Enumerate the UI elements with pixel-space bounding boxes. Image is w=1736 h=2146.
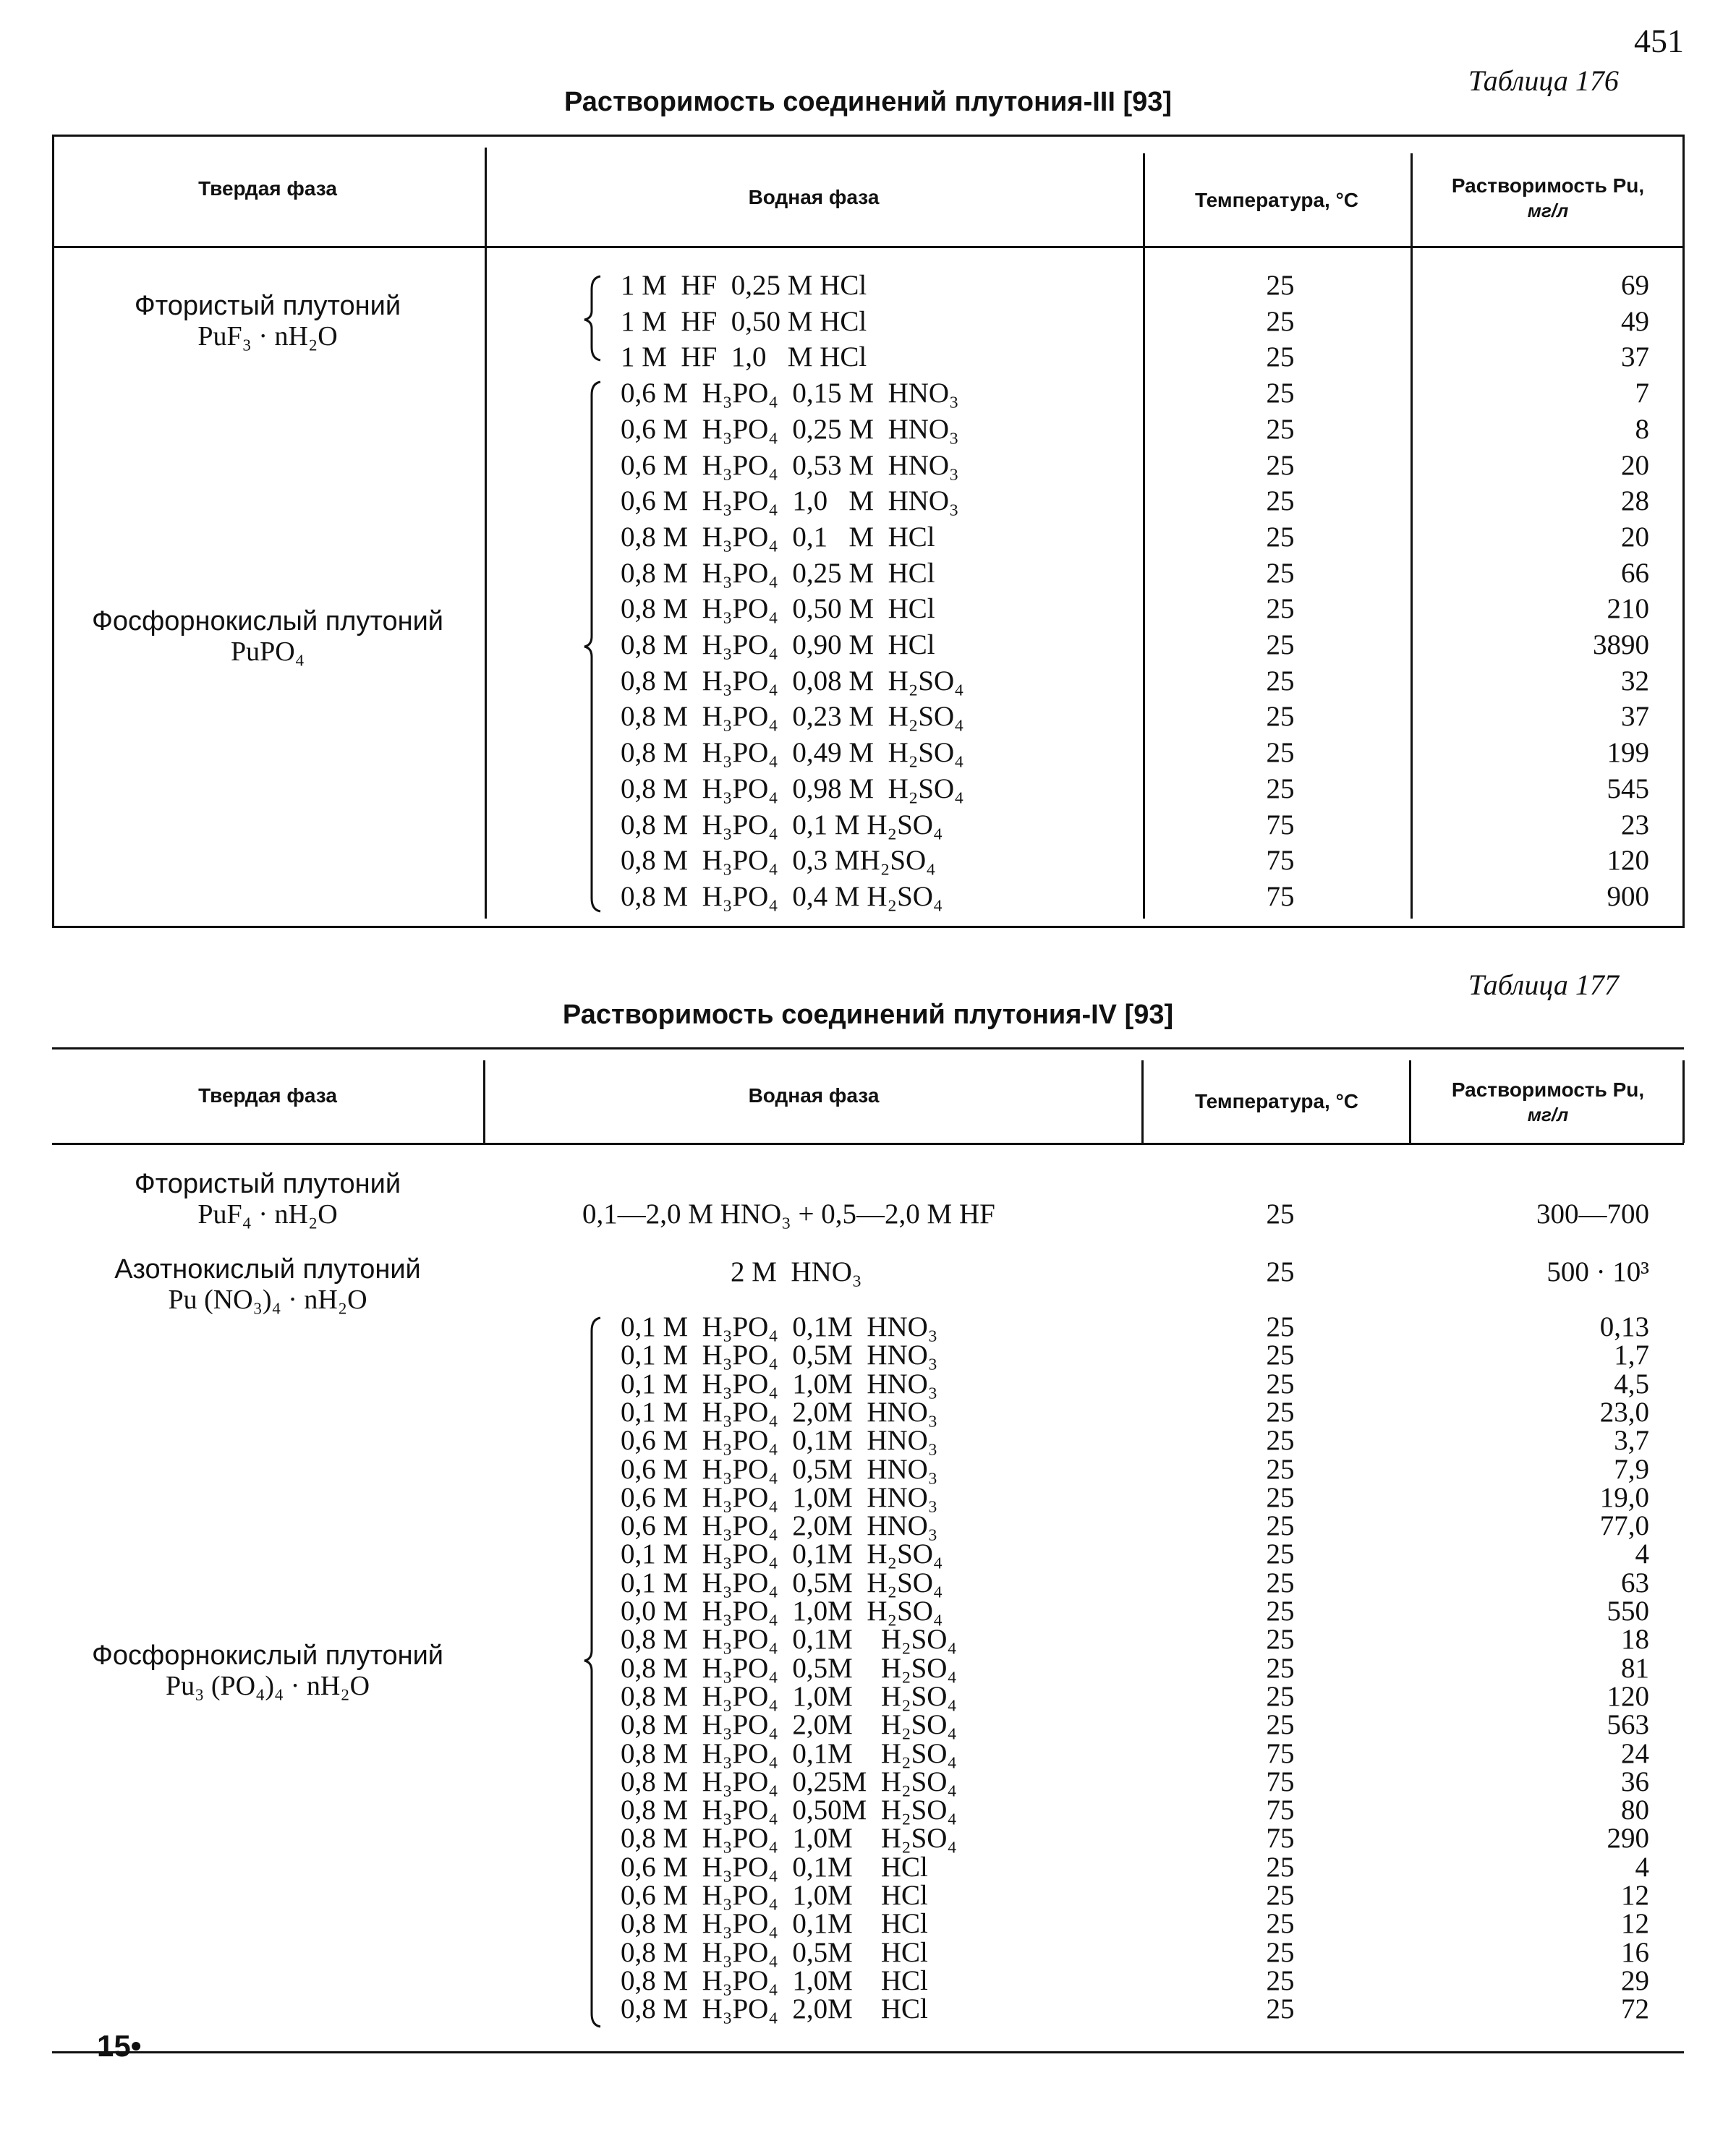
solubility-cell: 36 — [1621, 1766, 1649, 1797]
column-divider — [1410, 153, 1413, 919]
header-bottom-rule — [52, 1143, 1684, 1145]
solid-phase-formula: Pu₃ (PO₄)₄ · nH₂O — [165, 1671, 370, 1701]
header-solubility-label: Растворимость Pu, — [1451, 1078, 1645, 1101]
solubility-cell: 545 — [1607, 772, 1649, 804]
temperature-cell: 25 — [1266, 1510, 1295, 1542]
aqueous-phase-cell: 0,1 M H₃PO₄ 0,5M H₂SO₄ — [621, 1567, 943, 1598]
table-177-title: Растворимость соединений плутония-IV [93] — [562, 1000, 1174, 1030]
temperature-cell: 25 — [1266, 305, 1295, 337]
temperature-cell: 25 — [1266, 1396, 1295, 1428]
footer-signature-mark: 15• — [97, 2029, 142, 2063]
temperature-cell: 25 — [1266, 1340, 1295, 1371]
solid-phase-group — [58, 606, 477, 667]
column-divider — [1409, 1060, 1411, 1143]
solubility-cell: 199 — [1607, 737, 1649, 769]
temperature-cell: 25 — [1266, 1453, 1295, 1485]
aqueous-phase-cell: 0,8 M H₃PO₄ 0,5M HCl — [621, 1936, 928, 1968]
solubility-cell: 66 — [1621, 557, 1649, 589]
temperature-cell: 25 — [1266, 1680, 1295, 1712]
aqueous-phase-cell: 0,6 M H₃PO₄ 1,0M HNO₃ — [621, 1481, 938, 1513]
solubility-cell: 500 · 10³ — [1546, 1256, 1649, 1287]
temperature-cell: 25 — [1266, 1425, 1295, 1457]
temperature-cell: 25 — [1266, 1908, 1295, 1940]
solubility-cell: 550 — [1607, 1596, 1649, 1627]
aqueous-phase-cell: 0,1 M H₃PO₄ 0,1M HNO₃ — [621, 1311, 938, 1342]
solubility-cell: 16 — [1621, 1936, 1649, 1968]
header-bottom-rule — [52, 246, 1684, 248]
aqueous-phase-cell: 0,8 M H₃PO₄ 1,0M HCl — [621, 1964, 928, 1996]
solid-phase-group — [58, 1254, 477, 1315]
solubility-cell: 7,9 — [1614, 1453, 1649, 1485]
solid-phase-name: Фтористый плутоний — [134, 291, 401, 321]
solid-phase-formula: PuF₄ · nH₂O — [197, 1199, 338, 1230]
temperature-cell: 25 — [1266, 772, 1295, 804]
aqueous-phase-cell: 0,8 M H₃PO₄ 2,0M H₂SO₄ — [621, 1709, 958, 1741]
aqueous-phase-cell: 0,8 M H₃PO₄ 0,49 M H₂SO₄ — [621, 737, 964, 769]
aqueous-phase-cell: 0,6 M H₃PO₄ 0,53 M HNO₃ — [621, 449, 959, 481]
temperature-cell: 25 — [1266, 1936, 1295, 1968]
header-aqueous-phase: Водная фаза — [748, 186, 880, 208]
temperature-cell: 25 — [1266, 1964, 1295, 1996]
solubility-cell: 49 — [1621, 305, 1649, 337]
aqueous-phase-cell: 0,0 M H₃PO₄ 1,0M H₂SO₄ — [621, 1596, 943, 1627]
aqueous-phase-cell: 0,6 M H₃PO₄ 0,5M HNO₃ — [621, 1453, 938, 1485]
solubility-cell: 28 — [1621, 485, 1649, 517]
temperature-cell: 25 — [1266, 701, 1295, 733]
aqueous-phase-cell: 0,8 M H₃PO₄ 0,1 M HCl — [621, 521, 935, 553]
solubility-cell: 0,13 — [1599, 1311, 1649, 1342]
temperature-cell: 25 — [1266, 629, 1295, 660]
temperature-cell: 25 — [1266, 1652, 1295, 1684]
temperature-cell: 25 — [1266, 1596, 1295, 1627]
temperature-cell: 75 — [1266, 880, 1295, 912]
temperature-cell: 25 — [1266, 1368, 1295, 1400]
temperature-cell: 25 — [1266, 449, 1295, 481]
solubility-cell: 19,0 — [1599, 1481, 1649, 1513]
solubility-cell: 290 — [1607, 1823, 1649, 1855]
table-left-border — [52, 135, 54, 928]
aqueous-phase-cell: 0,8 M H₃PO₄ 0,23 M H₂SO₄ — [621, 701, 964, 733]
solubility-cell: 63 — [1621, 1567, 1649, 1598]
solubility-cell: 12 — [1621, 1908, 1649, 1940]
temperature-cell: 75 — [1266, 845, 1295, 877]
temperature-cell: 25 — [1266, 665, 1295, 697]
solubility-cell: 23,0 — [1599, 1396, 1649, 1428]
table-bottom-rule — [52, 2051, 1684, 2053]
solubility-cell: 4,5 — [1614, 1368, 1649, 1400]
header-solid-phase: Твердая фаза — [198, 177, 337, 200]
solubility-cell: 72 — [1621, 1993, 1649, 2025]
solid-phase-formula: PuPO₄ — [231, 636, 305, 667]
temperature-cell: 75 — [1266, 809, 1295, 840]
aqueous-phase-cell: 0,8 M H₃PO₄ 0,90 M HCl — [621, 629, 935, 660]
solid-phase-name: Фосфорнокислый плутоний — [91, 1640, 444, 1671]
header-solubility — [1418, 174, 1678, 223]
solubility-cell: 3,7 — [1614, 1425, 1649, 1457]
solubility-cell: 18 — [1621, 1624, 1649, 1656]
solubility-cell: 300—700 — [1536, 1198, 1649, 1230]
temperature-cell: 75 — [1266, 1766, 1295, 1797]
temperature-cell: 25 — [1266, 1880, 1295, 1911]
aqueous-phase-cell: 0,8 M H₃PO₄ 0,1 M H₂SO₄ — [621, 809, 943, 840]
aqueous-phase-cell: 1 M HF 1,0 M HCl — [621, 341, 867, 373]
solubility-cell: 900 — [1607, 880, 1649, 912]
bracket-group — [579, 268, 608, 919]
aqueous-phase-cell: 0,8 M H₃PO₄ 0,1M HCl — [621, 1908, 928, 1940]
page-number: 451 — [1634, 22, 1684, 59]
solid-phase-name: Фосфорнокислый плутоний — [91, 606, 444, 636]
column-divider — [1143, 153, 1145, 919]
solubility-cell: 20 — [1621, 521, 1649, 553]
aqueous-phase-cell: 0,6 M H₃PO₄ 0,1M HNO₃ — [621, 1425, 938, 1457]
temperature-cell: 25 — [1266, 1311, 1295, 1342]
aqueous-phase-cell: 0,8 M H₃PO₄ 0,4 M H₂SO₄ — [621, 880, 943, 912]
aqueous-phase-cell: 0,6 M H₃PO₄ 2,0M HNO₃ — [621, 1510, 938, 1542]
solid-phase-formula: PuF₃ · nH₂O — [197, 321, 338, 352]
aqueous-phase-cell: 0,6 M H₃PO₄ 0,1M HCl — [621, 1851, 928, 1883]
solubility-cell: 120 — [1607, 1680, 1649, 1712]
temperature-cell: 25 — [1266, 378, 1295, 409]
solubility-cell: 7 — [1635, 378, 1649, 409]
table-177-label: Таблица 177 — [1468, 968, 1619, 1001]
aqueous-phase-cell: 0,8 M H₃PO₄ 0,1M H₂SO₄ — [621, 1737, 958, 1769]
solubility-cell: 80 — [1621, 1794, 1649, 1826]
temperature-cell: 25 — [1266, 1256, 1295, 1287]
header-temperature: Температура, °C — [1194, 1090, 1359, 1112]
aqueous-phase-cell: 1 M HF 0,50 M HCl — [621, 305, 867, 337]
temperature-cell: 25 — [1266, 485, 1295, 517]
aqueous-phase-cell: 0,8 M H₃PO₄ 2,0M HCl — [621, 1993, 928, 2025]
solubility-cell: 120 — [1607, 845, 1649, 877]
temperature-cell: 25 — [1266, 1481, 1295, 1513]
temperature-cell: 25 — [1266, 1624, 1295, 1656]
aqueous-phase-cell: 0,8 M H₃PO₄ 1,0M H₂SO₄ — [621, 1680, 958, 1712]
aqueous-phase-cell: 0,8 M H₃PO₄ 0,50M H₂SO₄ — [621, 1794, 958, 1826]
header-solubility-unit: мг/л — [1527, 1104, 1569, 1125]
solubility-cell: 37 — [1621, 341, 1649, 373]
aqueous-phase-cell: 0,8 M H₃PO₄ 0,50 M HCl — [621, 593, 935, 625]
aqueous-phase-cell: 0,8 M H₃PO₄ 1,0M H₂SO₄ — [621, 1823, 958, 1855]
temperature-cell: 75 — [1266, 1823, 1295, 1855]
header-solubility — [1418, 1078, 1678, 1127]
aqueous-phase-cell: 0,1 M H₃PO₄ 0,1M H₂SO₄ — [621, 1538, 943, 1570]
solubility-cell: 8 — [1635, 413, 1649, 445]
aqueous-phase-cell: 0,6 M H₃PO₄ 0,25 M HNO₃ — [621, 413, 959, 445]
aqueous-phase-cell: 0,8 M H₃PO₄ 0,3 MH₂SO₄ — [621, 845, 936, 877]
column-divider — [485, 148, 487, 919]
solubility-cell: 4 — [1635, 1538, 1649, 1570]
solid-phase-group — [58, 1169, 477, 1230]
solubility-cell: 12 — [1621, 1880, 1649, 1911]
table-top-rule — [52, 135, 1684, 137]
aqueous-phase-cell: 0,8 M H₃PO₄ 0,98 M H₂SO₄ — [621, 772, 964, 804]
aqueous-phase-cell: 0,8 M H₃PO₄ 0,25 M HCl — [621, 557, 935, 589]
solubility-cell: 563 — [1607, 1709, 1649, 1741]
temperature-cell: 25 — [1266, 1538, 1295, 1570]
solid-phase-name: Азотнокислый плутоний — [114, 1254, 421, 1285]
temperature-cell: 25 — [1266, 737, 1295, 769]
temperature-cell: 25 — [1266, 1198, 1295, 1230]
temperature-cell: 25 — [1266, 341, 1295, 373]
aqueous-phase-cell: 0,8 M H₃PO₄ 0,1M H₂SO₄ — [621, 1624, 958, 1656]
column-divider — [483, 1060, 485, 1143]
header-solubility-label: Растворимость Pu, — [1451, 174, 1645, 197]
temperature-cell: 25 — [1266, 593, 1295, 625]
solid-phase-name: Фтористый плутоний — [134, 1169, 401, 1199]
solid-phase-formula: Pu (NO₃)₄ · nH₂O — [168, 1285, 367, 1315]
temperature-cell: 25 — [1266, 413, 1295, 445]
header-solid-phase: Твердая фаза — [198, 1084, 337, 1107]
bracket-group — [579, 1311, 608, 2034]
temperature-cell: 25 — [1266, 1851, 1295, 1883]
table-right-border — [1682, 135, 1685, 928]
temperature-cell: 75 — [1266, 1737, 1295, 1769]
temperature-cell: 25 — [1266, 557, 1295, 589]
aqueous-phase-cell: 0,6 M H₃PO₄ 1,0M HCl — [621, 1880, 928, 1911]
table-bottom-rule — [52, 926, 1684, 928]
solubility-cell: 24 — [1621, 1737, 1649, 1769]
solubility-cell: 210 — [1607, 593, 1649, 625]
table-176-title: Растворимость соединений плутония-III [93] — [563, 87, 1173, 117]
column-divider — [1141, 1060, 1144, 1143]
aqueous-phase-cell: 0,6 M H₃PO₄ 1,0 M HNO₃ — [621, 485, 959, 517]
temperature-cell: 25 — [1266, 270, 1295, 301]
solubility-cell: 23 — [1621, 809, 1649, 840]
solid-phase-group — [58, 1640, 477, 1701]
solubility-cell: 37 — [1621, 701, 1649, 733]
solubility-cell: 29 — [1621, 1964, 1649, 1996]
solubility-cell: 3890 — [1593, 629, 1649, 660]
table-right-border — [1682, 1060, 1685, 1143]
aqueous-phase-cell: 0,6 M H₃PO₄ 0,15 M HNO₃ — [621, 378, 959, 409]
header-solubility-unit: мг/л — [1527, 200, 1569, 221]
solubility-cell: 69 — [1621, 270, 1649, 301]
solubility-cell: 32 — [1621, 665, 1649, 697]
aqueous-phase-cell: 0,8 M H₃PO₄ 0,5M H₂SO₄ — [621, 1652, 958, 1684]
table-176-label: Таблица 176 — [1468, 64, 1619, 97]
solubility-cell: 1,7 — [1614, 1340, 1649, 1371]
header-temperature: Температура, °C — [1194, 189, 1359, 211]
header-aqueous-phase: Водная фаза — [748, 1084, 880, 1107]
temperature-cell: 25 — [1266, 1709, 1295, 1741]
aqueous-phase-cell: 0,8 M H₃PO₄ 0,25M H₂SO₄ — [621, 1766, 958, 1797]
temperature-cell: 75 — [1266, 1794, 1295, 1826]
solubility-cell: 77,0 — [1599, 1510, 1649, 1542]
aqueous-phase-cell: 0,1 M H₃PO₄ 1,0M HNO₃ — [621, 1368, 938, 1400]
aqueous-phase-cell: 0,1 M H₃PO₄ 2,0M HNO₃ — [621, 1396, 938, 1428]
solubility-cell: 20 — [1621, 449, 1649, 481]
solubility-cell: 4 — [1635, 1851, 1649, 1883]
aqueous-phase-cell: 2 M HNO₃ — [731, 1256, 862, 1287]
temperature-cell: 25 — [1266, 1567, 1295, 1598]
table-top-rule — [52, 1047, 1684, 1049]
temperature-cell: 25 — [1266, 1993, 1295, 2025]
aqueous-phase-cell: 0,1—2,0 M HNO₃ + 0,5—2,0 M HF — [582, 1198, 995, 1230]
temperature-cell: 25 — [1266, 521, 1295, 553]
solid-phase-group — [58, 291, 477, 352]
solubility-cell: 81 — [1621, 1652, 1649, 1684]
aqueous-phase-cell: 0,8 M H₃PO₄ 0,08 M H₂SO₄ — [621, 665, 964, 697]
aqueous-phase-cell: 1 M HF 0,25 M HCl — [621, 270, 867, 301]
aqueous-phase-cell: 0,1 M H₃PO₄ 0,5M HNO₃ — [621, 1340, 938, 1371]
